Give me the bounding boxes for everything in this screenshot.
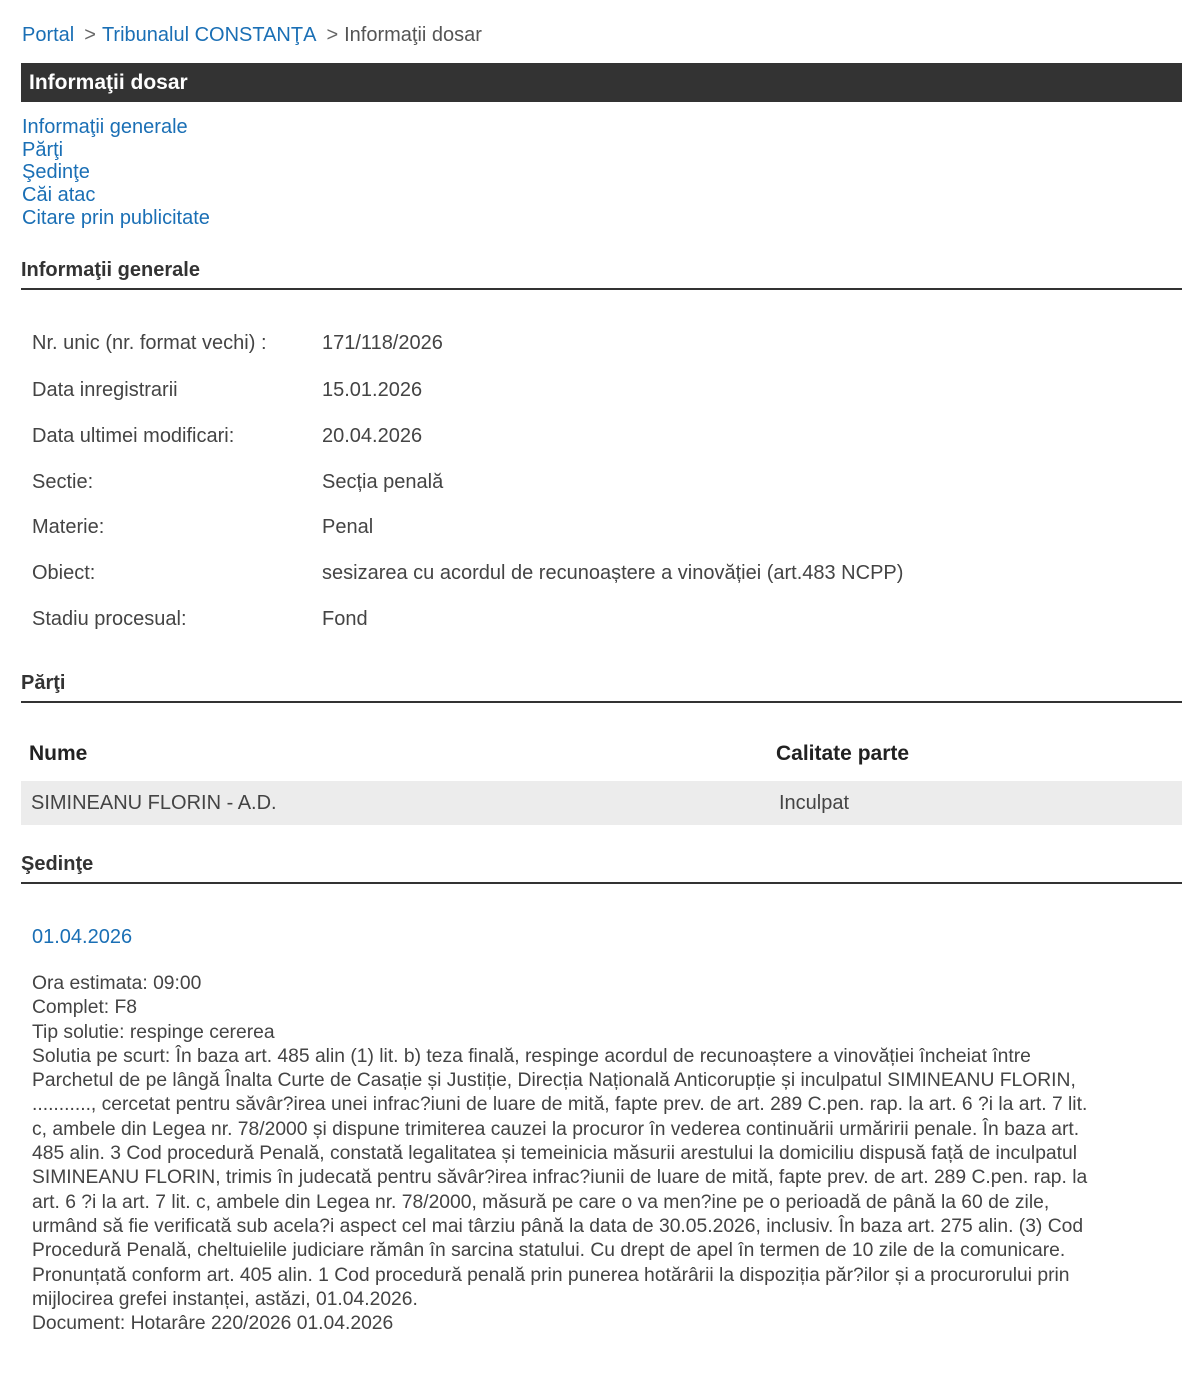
session-document: Document: Hotarâre 220/2026 01.04.2026 bbox=[32, 1313, 394, 1335]
info-value: Fond bbox=[322, 608, 368, 630]
info-value: 15.01.2026 bbox=[322, 379, 423, 401]
session-line: Tip solutie: respinge cererea bbox=[32, 1021, 275, 1043]
session-line: 485 alin. 3 Cod procedură Penală, constată legalitatea și temeinicia măsurii arestului la domiciliu dispusă față de inculpatul bbox=[32, 1143, 1078, 1165]
breadcrumb-separator: > bbox=[84, 24, 96, 46]
toc-link-sedinte[interactable]: Şedinţe bbox=[22, 161, 90, 184]
session-line: Pronunțată conform art. 405 alin. 1 Cod procedură penală prin punerea hotărârii la dispoziția păr?ilor și a procurorului prin bbox=[32, 1264, 1070, 1286]
session-line: art. 6 ?i la art. 7 lit. c, ambele din Legea nr. 78/2000, măsură pe care o va men?ine pe o perioadă de până la 60 de zile, bbox=[32, 1191, 1050, 1213]
column-header-nume: Nume bbox=[29, 742, 88, 765]
table-row bbox=[21, 781, 1182, 825]
toc-link-informatii-generale[interactable]: Informaţii generale bbox=[22, 116, 188, 138]
table-of-contents bbox=[22, 116, 210, 230]
breadcrumb bbox=[22, 24, 482, 47]
session-line: SIMINEANU FLORIN, trimis în judecată pentru săvâr?irea infrac?iunii de luare de mită, fapte prev. de art. 289 C.pen. rap. la bbox=[32, 1167, 1088, 1189]
info-label: Data inregistrarii bbox=[32, 379, 178, 401]
info-label: Obiect: bbox=[32, 562, 96, 584]
toc-link-parti[interactable]: Părţi bbox=[22, 138, 64, 161]
session-line: ..........., cercetat pentru săvâr?irea unei infrac?iuni de luare de mită, fapte prev. de art. 289 C.pen. rap. la art. 6 ?i la art. 7 lit. bbox=[32, 1094, 1088, 1116]
toc-link-cai-atac[interactable]: Căi atac bbox=[22, 184, 96, 207]
info-label: Stadiu procesual: bbox=[32, 608, 187, 630]
column-header-calitate-parte: Calitate parte bbox=[776, 742, 910, 765]
cell-nume: SIMINEANU FLORIN - A.D. bbox=[31, 792, 277, 814]
parti-table-header bbox=[21, 734, 1182, 774]
session-line: Complet: F8 bbox=[32, 997, 138, 1019]
info-value: Penal bbox=[322, 516, 374, 538]
info-label: Sectie: bbox=[32, 471, 94, 493]
breadcrumb-separator: > bbox=[326, 24, 339, 46]
section-heading-parti: Părţi bbox=[21, 672, 1182, 703]
breadcrumb-portal-link[interactable]: Portal bbox=[22, 24, 75, 46]
info-value: Secția penală bbox=[322, 471, 444, 493]
page-title: Informaţii dosar bbox=[21, 63, 1182, 102]
info-label: Data ultimei modificari: bbox=[32, 425, 235, 447]
session-date: 01.04.2026 bbox=[32, 926, 133, 948]
info-value: sesizarea cu acordul de recunoaștere a vinovăției (art.483 NCPP) bbox=[322, 562, 904, 584]
info-label: Materie: bbox=[32, 516, 105, 538]
info-value: 171/118/2026 bbox=[322, 332, 443, 354]
toc-link-citare-prin-publicitate[interactable]: Citare prin publicitate bbox=[22, 206, 210, 229]
info-label: Nr. unic (nr. format vechi) : bbox=[32, 332, 267, 354]
session-line: Procedură Penală, cheltuielile judiciare rămân în sarcina statului. Cu drept de apel în termen de 10 zile de la comunicare. bbox=[32, 1240, 1066, 1262]
section-heading-informatii-generale: Informaţii generale bbox=[21, 259, 1182, 290]
session-line: urmând să fie verificată sub acela?i aspect cel mai târziu până la data de 30.05.2026, inclusiv. În baza art. 275 alin. (3) Cod bbox=[32, 1215, 1084, 1237]
info-value: 20.04.2026 bbox=[322, 425, 423, 447]
session-line: Ora estimata: 09:00 bbox=[32, 973, 202, 994]
section-heading-sedinte: Şedinţe bbox=[21, 853, 1182, 884]
cell-calitate: Inculpat bbox=[779, 792, 850, 814]
session-details bbox=[32, 972, 1167, 1336]
session-line: Parchetul de pe lângă Înalta Curte de Casație și Justiție, Direcția Națională Anticorupție și inculpatul SIMINEANU FLORIN, bbox=[32, 1070, 1076, 1092]
session-line: mijlocirea grefei instanței, astăzi, 01.04.2026. bbox=[32, 1288, 418, 1310]
session-line: c, ambele din Legea nr. 78/2000 și dispune trimiterea cauzei la procuror în vederea continuării urmăririi penale. În baza art. bbox=[32, 1118, 1080, 1140]
breadcrumb-current: Informaţii dosar bbox=[344, 24, 482, 46]
session-line: Solutia pe scurt: În baza art. 485 alin (1) lit. b) teza finală, respinge acordul de recunoaștere a vinovăției încheiat între bbox=[32, 1045, 1031, 1067]
breadcrumb-court-link[interactable]: Tribunalul CONSTANŢA bbox=[101, 24, 317, 46]
